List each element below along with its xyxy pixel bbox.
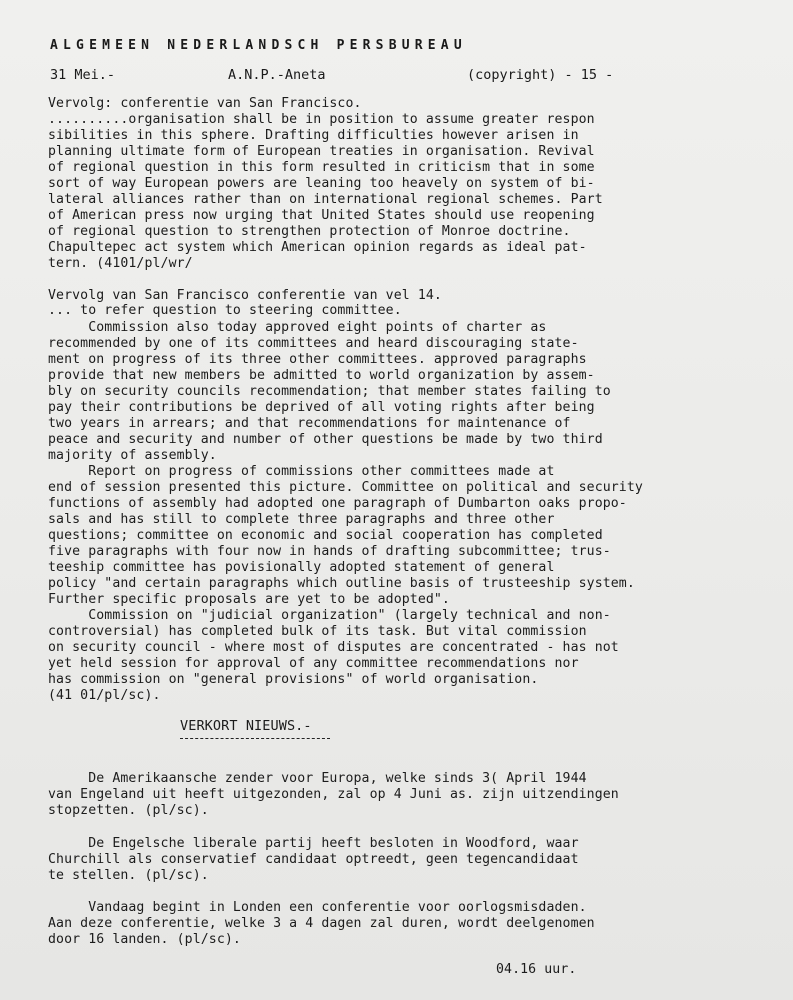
text-line: (41 01/pl/sc). (48, 688, 161, 703)
text-line: majority of assembly. (48, 448, 217, 463)
text-line: end of session presented this picture. Committee on political and security (48, 480, 643, 495)
text-line: recommended by one of its committees and heard discouraging state- (48, 336, 579, 351)
text-line: Commission also today approved eight points of charter as (48, 320, 547, 335)
text-line: of regional question in this form resulted in criticism that in some (48, 160, 595, 175)
text-line: has commission on "general provisions" of world organisation. (48, 672, 539, 687)
text-line: bly on security councils recommendation; that member states failing to (48, 384, 611, 399)
text-line: of regional question to strengthen protection of Monroe doctrine. (48, 224, 571, 239)
news-line: De Amerikaansche zender voor Europa, welke sinds 3( April 1944 (48, 771, 587, 786)
text-line: Further specific proposals are yet to be adopted". (48, 592, 450, 607)
news-line: De Engelsche liberale partij heeft besloten in Woodford, waar (48, 836, 579, 851)
text-line: pay their contributions be deprived of all voting rights after being (48, 400, 595, 415)
section-heading: VERKORT NIEUWS.- (180, 718, 312, 734)
text-line: tern. (4101/pl/wr/ (48, 256, 193, 271)
text-line: sals and has still to complete three paragraphs and three other (48, 512, 555, 527)
text-line: questions; committee on economic and social cooperation has completed (48, 528, 603, 543)
text-line: Chapultepec act system which American opinion regards as ideal pat- (48, 240, 587, 255)
news-line: Aan deze conferentie, welke 3 a 4 dagen zal duren, wordt deelgenomen (48, 916, 595, 931)
news-line: Churchill als conservatief candidaat optreedt, geen tegencandidaat (48, 852, 579, 867)
source-line: A.N.P.-Aneta (228, 67, 326, 83)
heading-underline (180, 738, 330, 739)
text-line: peace and security and number of other questions be made by two third (48, 432, 603, 447)
text-line: sibilities in this sphere. Drafting difficulties however arisen in (48, 128, 579, 143)
text-line: provide that new members be admitted to world organization by assem- (48, 368, 595, 383)
text-line: five paragraphs with four now in hands of drafting subcommittee; trus- (48, 544, 611, 559)
text-line: of American press now urging that United States should use reopening (48, 208, 595, 223)
text-line: Vervolg: conferentie van San Francisco. (48, 96, 362, 111)
text-line: Vervolg van San Francisco conferentie van vel 14. (48, 288, 442, 303)
text-line: teeship committee has povisionally adopted statement of general (48, 560, 555, 575)
text-line: Report on progress of commissions other committees made at (48, 464, 555, 479)
text-line: functions of assembly had adopted one paragraph of Dumbarton oaks propo- (48, 496, 627, 511)
text-line: Commission on "judicial organization" (largely technical and non- (48, 608, 611, 623)
news-line: door 16 landen. (pl/sc). (48, 932, 241, 947)
text-line: lateral alliances rather than on international regional schemes. Part (48, 192, 603, 207)
document-date: 31 Mei.- (50, 67, 116, 83)
text-line: two years in arrears; and that recommendations for maintenance of (48, 416, 571, 431)
agency-title: ALGEMEEN NEDERLANDSCH PERSBUREAU (50, 38, 467, 53)
text-line: on security council - where most of disputes are concentrated - has not (48, 640, 619, 655)
news-line: van Engeland uit heeft uitgezonden, zal op 4 Juni as. zijn uitzendingen (48, 787, 619, 802)
news-line: stopzetten. (pl/sc). (48, 803, 209, 818)
text-line: sort of way European powers are leaning too heavely on system of bi- (48, 176, 595, 191)
copyright-page-number: (copyright) - 15 - (467, 67, 614, 83)
text-line: policy "and certain paragraphs which outline basis of trusteeship system. (48, 576, 635, 591)
news-line: te stellen. (pl/sc). (48, 868, 209, 883)
text-line: ment on progress of its three other committees. approved paragraphs (48, 352, 587, 367)
text-line: controversial) has completed bulk of its task. But vital commission (48, 624, 587, 639)
text-line: ... to refer question to steering committee. (48, 303, 402, 318)
text-line: yet held session for approval of any committee recommendations nor (48, 656, 579, 671)
news-line: Vandaag begint in Londen een conferentie voor oorlogsmisdaden. (48, 900, 587, 915)
footer-time: 04.16 uur. (496, 962, 577, 977)
text-line: planning ultimate form of European treaties in organisation. Revival (48, 144, 595, 159)
text-line: ..........organisation shall be in position to assume greater respon (48, 112, 595, 127)
